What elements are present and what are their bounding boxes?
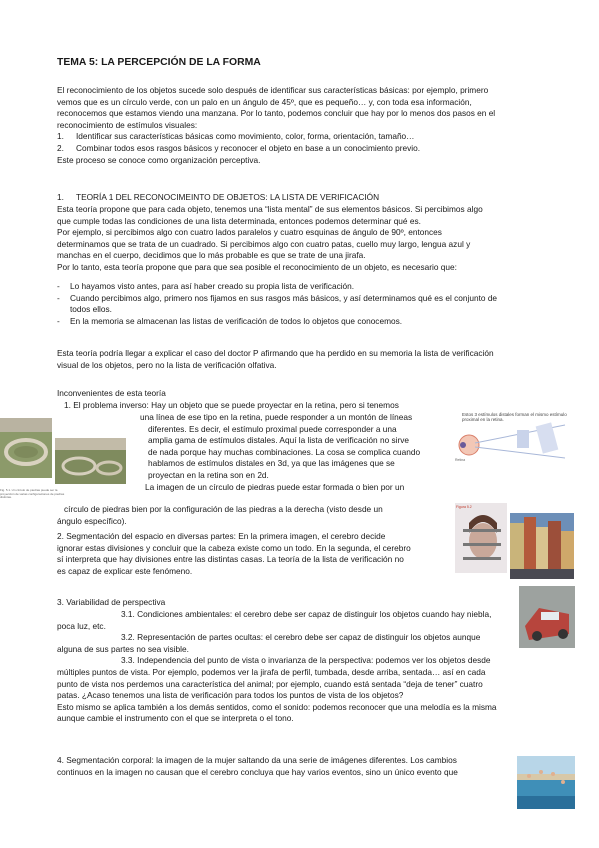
bullet-dash-icon: - (57, 292, 60, 303)
houses-photo (510, 513, 574, 579)
list-item: - Cuando percibimos algo, primero nos fijamos en sus rasgos más básicos, y así determinamos qué es el conjunto de (57, 292, 498, 303)
text-line: círculo de piedras bien por la configuración de las piedras a la derecha (visto desde un (64, 504, 383, 514)
text-line: hablamos de estímulos distales en 3d, ya que las imágenes que se (148, 458, 395, 469)
text-line: 3.2. Representación de partes ocultas: el cerebro debe ser capaz de distinguir los objetos aunque (121, 632, 481, 643)
step-number: 2. (57, 142, 64, 153)
list-item: - En la memoria se almacenan las listas de verificación de todos lo objetos que conocemos. (57, 315, 403, 326)
text-line: 4. Segmentación corporal: la imagen de la mujer saltando da una serie de imágenes diferentes. Los cambios (57, 755, 457, 765)
text-line: amplia gama de estímulos distales. Aquí la lista de verificación no sirve (148, 435, 410, 446)
intro-paragraph (57, 85, 495, 166)
text-line: es capaz de explicar este fenómeno. (57, 565, 193, 576)
text-line: Esta teoría propone que para cada objeto, tenemos una “lista mental” de sus elementos básicos. Si percibimos algo (57, 204, 483, 214)
text-line: 3.1. Condiciones ambientales: el cerebro debe ser capaz de distinguir los objetos cuando hay niebla, (121, 609, 492, 619)
text-line: múltiples puntos de vista. Por ejemplo, podemos ver la jirafa de perfil, tumbada, desde arriba, sentada… así en cada (57, 666, 486, 677)
list-item: - Lo hayamos visto antes, para así haber creado su propia lista de verificación. (57, 281, 355, 291)
text-line: 3.3. Independencia del punto de vista o invarianza de la perspectiva: podemos ver los objetos desde (121, 655, 491, 666)
body-segmentation-paragraph (57, 755, 458, 778)
text-line: patas. ¿Acaso tenemos una lista de verificación para todos los puntos de vista de los objetos? (57, 690, 404, 701)
text-line: visual de los objetos, pero no la lista de verificación olfativa. (57, 359, 277, 370)
text-line: Esta teoría podría llegar a explicar el caso del doctor P afirmando que ha perdido en su memoria la lista de verificación (57, 348, 494, 358)
text-line: 1. El problema inverso: Hay un objeto que se puede proyectar en la retina, pero si tenemos (64, 400, 399, 410)
list-item-continuation: todos ellos. (70, 304, 112, 315)
step-text: Identificar sus características básicas como movimiento, color, forma, orientación, tamaño… (76, 131, 415, 142)
segmentation-paragraph (57, 531, 411, 577)
stone-circle-photo (0, 418, 52, 478)
heading-text: TEORÍA 1 DEL RECONOCIMEINTO DE OBJETOS: LA LISTA DE VERIFICACIÓN (76, 192, 380, 202)
theory1-paragraph (57, 204, 483, 274)
text-line: reconocimiento de estímulos visuales: (57, 119, 198, 130)
text-line: vemos que es un círculo verde, con un palo en un ángulo de 45º, que es pequeño… y, con toda esa información, (57, 96, 472, 107)
text-line: que cumple todas las condiciones de una lista determinada, entonces podemos determinar qué es. (57, 215, 421, 226)
text-line: una línea de ese tipo en la retina, puede responder a un montón de líneas (140, 412, 413, 422)
text-line: sí interpreta que hay divisiones entre las distintas casas. La teoría de la lista de verificación no (57, 554, 404, 565)
theory1-closing (57, 348, 494, 371)
problem-inverse-paragraph (140, 412, 420, 493)
text-line: de nada porque hay muchas combinaciones. La cosa se complica cuando (148, 446, 421, 457)
text-line: manchas en el cuerpo, decidimos que lo más probable es que se trate de una jirafa. (57, 250, 366, 261)
text-line: determinamos que se trata de un cuadrado. Si percibimos algo con cuatro patas, cuello muy largo, lengua azul y (57, 238, 471, 249)
text-line: proyectan en la retina son en 2d. (148, 469, 269, 480)
subsection-heading: 3. Variabilidad de perspectiva (57, 597, 166, 607)
step-text: Combinar todos esos rasgos básicos y reconocer el objeto en base a un conocimiento previo. (76, 142, 421, 153)
bullet-dash-icon: - (57, 315, 60, 326)
text-line: La imagen de un círculo de piedras puede estar formada o bien por un (145, 481, 405, 492)
text-line: El reconocimiento de los objetos sucede solo después de identificar sus características básicas: por ejemplo, primero (57, 85, 489, 95)
bullet-list (57, 281, 497, 327)
stone-configuration-photo (55, 438, 126, 484)
text-line: aunque cambie el instrumento con el que se interpreta o el tono. (57, 713, 294, 724)
bullet-dash-icon: - (57, 281, 60, 291)
text-line: Esto mismo se aplica también a los demás sentidos, como el sonido: podemos reconocer que una melodía es la misma (57, 701, 497, 712)
text-line: 2. Segmentación del espacio en diversas partes: En la primera imagen, el cerebro decide (57, 531, 386, 541)
step-item (57, 131, 495, 143)
text-line: continuos en la imagen no causan que el cerebro concluya que hay varios eventos, sino un único evento que (57, 766, 458, 777)
text-line: Por ejemplo, si percibimos algo con cuatro lados paralelos y cuatro esquinas de ángulo de 90º, entonces (57, 227, 442, 238)
text-line: diferentes. Es decir, el estímulo proximal puede corresponder a una (148, 423, 397, 434)
subsection-heading: Inconvenientes de esta teoría (57, 388, 166, 398)
face-caption: Figura 5.2 (456, 505, 472, 509)
text-line: Por lo tanto, esta teoría propone que para que sea posible el reconocimiento de un objeto, es necesario que: (57, 261, 457, 272)
retina-label: Retina (455, 458, 466, 462)
text-line: alguna de sus partes no sea visible. (57, 643, 189, 654)
text-line: punto de vista nos perdemos una característica del animal; por ejemplo, cuando está sentada “deja de tener” cuatro (57, 678, 483, 689)
diver-sequence-photo (517, 756, 575, 809)
text-line: Este proceso se conoce como organización perceptiva. (57, 154, 261, 165)
text-line: poca luz, etc. (57, 620, 106, 631)
perspective-paragraph (57, 609, 497, 725)
retina-caption: Estos 3 estímulos distales forman el mismo estímulo proximal en la retina. (462, 412, 567, 422)
figure-caption: Fig. 5.1. Un círculo de piedras puede ser la proyección de varias configuraciones de piedras distintas. (0, 488, 65, 499)
section-heading (57, 192, 379, 204)
step-number: 1. (57, 131, 64, 142)
text-line: ignorar estas divisiones y concluir que la cabeza existe como un todo. En la segunda, el cerebro (57, 542, 411, 553)
text-line: ángulo específico). (57, 516, 127, 526)
car-photo (519, 586, 575, 648)
heading-number: 1. (57, 192, 64, 202)
text-line: reconocemos que estamos viendo una manzana. Por lo tanto, podemos concluir que hay por lo menos dos pasos en el (57, 108, 496, 119)
page-title: TEMA 5: LA PERCEPCIÓN DE LA FORMA (57, 57, 261, 68)
step-item (57, 143, 495, 155)
segmented-face-photo (455, 503, 507, 573)
